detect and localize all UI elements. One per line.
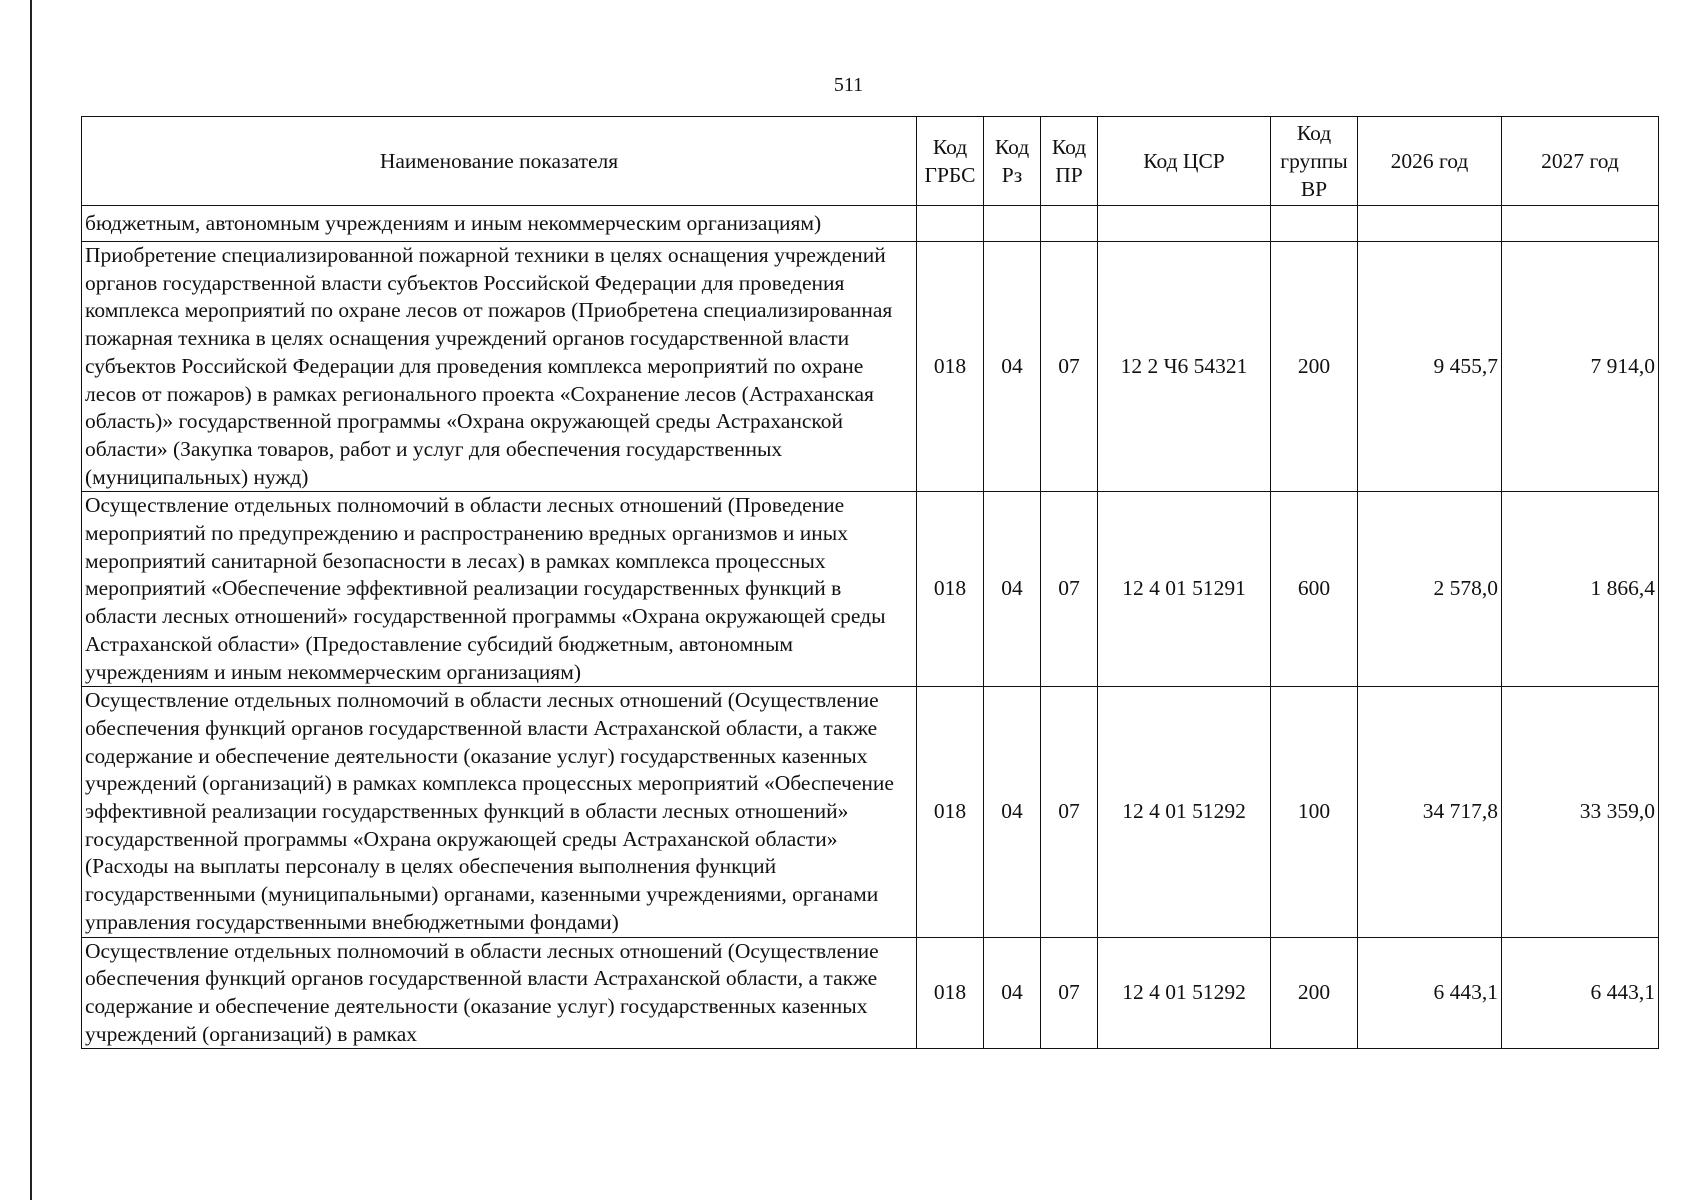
header-rz: Код Рз (984, 117, 1041, 206)
row-vr: 100 (1271, 687, 1358, 937)
row-vr: 600 (1271, 492, 1358, 687)
binding-margin-line (30, 0, 32, 1200)
row-2027: 7 914,0 (1502, 242, 1659, 492)
row-name: Осуществление отдельных полномочий в области лесных отношений (Проведение мероприятий по предупреждению и распространению вредных организмов и иных мероприятий санитарной безопасности в лесах) в рамках комплекса процессных мероприятий «Обеспечение эффективной реализации государственных функций в области лесных отношений» государственной программы «Охрана окружающей среды Астраханской области» (Предоставление субсидий бюджетным, автономным учреждениям и иным некоммерческим организациям) (82, 492, 917, 687)
budget-table (81, 116, 1659, 1049)
row-csr: 12 2 Ч6 54321 (1098, 242, 1271, 492)
row-2026 (1358, 206, 1502, 242)
row-2027 (1502, 206, 1659, 242)
row-rz: 04 (984, 242, 1041, 492)
header-2026: 2026 год (1358, 117, 1502, 206)
table-header-row (82, 117, 1659, 206)
header-name: Наименование показателя (82, 117, 917, 206)
row-grbs: 018 (917, 937, 984, 1049)
header-pr: Код ПР (1041, 117, 1098, 206)
row-2026: 9 455,7 (1358, 242, 1502, 492)
row-2026: 6 443,1 (1358, 937, 1502, 1049)
row-grbs (917, 206, 984, 242)
header-grbs: Код ГРБС (917, 117, 984, 206)
row-vr (1271, 206, 1358, 242)
header-2027: 2027 год (1502, 117, 1659, 206)
row-rz: 04 (984, 937, 1041, 1049)
row-pr: 07 (1041, 687, 1098, 937)
table-row (82, 492, 1659, 687)
table-row (82, 937, 1659, 1049)
row-csr: 12 4 01 51292 (1098, 937, 1271, 1049)
row-pr: 07 (1041, 937, 1098, 1049)
table-row (82, 206, 1659, 242)
row-name: Приобретение специализированной пожарной техники в целях оснащения учреждений органов государственной власти субъектов Российской Федерации для проведения комплекса мероприятий по охране лесов от пожаров (Приобретена специализированная пожарная техника в целях оснащения учреждений органов государственной власти субъектов Российской Федерации для проведения комплекса мероприятий по охране лесов от пожаров) в рамках регионального проекта «Сохранение лесов (Астраханская область)» государственной программы «Охрана окружающей среды Астраханской области» (Закупка товаров, работ и услуг для обеспечения государственных (муниципальных) нужд) (82, 242, 917, 492)
row-grbs: 018 (917, 687, 984, 937)
row-pr (1041, 206, 1098, 242)
row-name: Осуществление отдельных полномочий в области лесных отношений (Осуществление обеспечения функций органов государственной власти Астраханской области, а также содержание и обеспечение деятельности (оказание услуг) государственных казенных учреждений (организаций) в рамках (82, 937, 917, 1049)
row-pr: 07 (1041, 492, 1098, 687)
row-name: бюджетным, автономным учреждениям и иным некоммерческим организациям) (82, 206, 917, 242)
row-grbs: 018 (917, 492, 984, 687)
row-name: Осуществление отдельных полномочий в области лесных отношений (Осуществление обеспечения функций органов государственной власти Астраханской области, а также содержание и обеспечение деятельности (оказание услуг) государственных казенных учреждений (организаций) в рамках комплекса процессных мероприятий «Обеспечение эффективной реализации государственных функций в области лесных отношений» государственной программы «Охрана окружающей среды Астраханской области» (Расходы на выплаты персоналу в целях обеспечения выполнения функций государственными (муниципальными) органами, казенными учреждениями, органами управления государственными внебюджетными фондами) (82, 687, 917, 937)
row-2027: 6 443,1 (1502, 937, 1659, 1049)
row-rz: 04 (984, 687, 1041, 937)
row-csr: 12 4 01 51292 (1098, 687, 1271, 937)
row-2026: 2 578,0 (1358, 492, 1502, 687)
row-csr: 12 4 01 51291 (1098, 492, 1271, 687)
row-2027: 1 866,4 (1502, 492, 1659, 687)
row-pr: 07 (1041, 242, 1098, 492)
row-2027: 33 359,0 (1502, 687, 1659, 937)
row-grbs: 018 (917, 242, 984, 492)
header-vr: Код группы ВР (1271, 117, 1358, 206)
header-csr: Код ЦСР (1098, 117, 1271, 206)
table-row (82, 242, 1659, 492)
row-vr: 200 (1271, 242, 1358, 492)
table-row (82, 687, 1659, 937)
row-2026: 34 717,8 (1358, 687, 1502, 937)
row-rz (984, 206, 1041, 242)
row-rz: 04 (984, 492, 1041, 687)
row-csr (1098, 206, 1271, 242)
row-vr: 200 (1271, 937, 1358, 1049)
page-number: 511 (833, 74, 864, 96)
